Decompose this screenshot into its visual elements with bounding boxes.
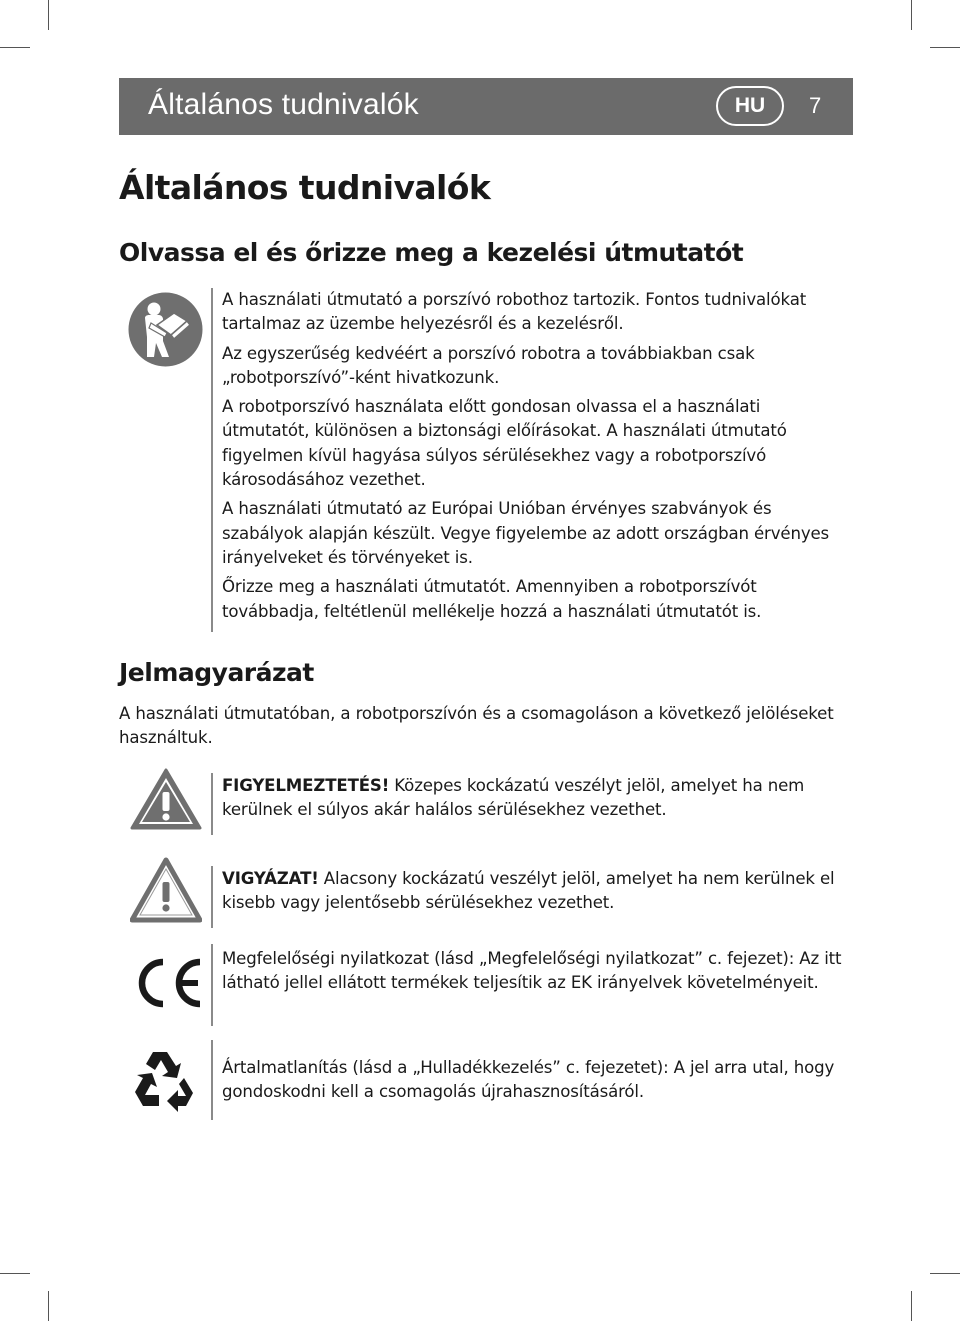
paragraph: A robotporszívó használata előtt gondosan olvassa el a használati útmutatót, különösen a biztonsági előírásokat. A használati útmutató figyelmen kívül hagyása súlyos sérülésekhez vagy a robotporszívó károsodásához vezethet. (222, 397, 787, 490)
ce-mark-icon (130, 956, 204, 1010)
ce-text: Megfelelőségi nyilatkozat (lásd „Megfelelőségi nyilatkozat” c. fejezet): Az itt látható jellel ellátott termékek teljesítik az EK irányelvek követelményeit. (222, 949, 842, 993)
paragraph: Őrizze meg a használati útmutatót. Amennyiben a robotporszívót továbbadja, feltétlenül mellékelje hozzá a használati útmutatót is. (222, 577, 762, 621)
text-rule (211, 1040, 213, 1120)
text-rule (211, 773, 213, 835)
section-heading-legend: Jelmagyarázat (119, 658, 314, 687)
crop-mark (0, 1273, 30, 1274)
legend-item-recycling (222, 1056, 842, 1110)
warning-triangle-icon (130, 767, 202, 831)
paragraph: A használati útmutató a porszívó robothoz tartozik. Fontos tudnivalókat tartalmaz az üzembe helyezésről és a kezelésről. (222, 290, 807, 334)
text-rule (211, 288, 213, 632)
crop-mark (48, 0, 49, 30)
warning-text: Közepes kockázatú veszélyt jelöl, amelyet ha nem kerülnek el súlyos akár halálos sérülésekhez vezethet. (222, 776, 805, 820)
section-heading-read-manual: Olvassa el és őrizze meg a kezelési útmutatót (119, 238, 744, 267)
legend-item-caution (222, 867, 842, 921)
section1-body (222, 288, 842, 629)
legend-item-warning (222, 774, 842, 828)
text-rule (211, 944, 213, 1026)
caution-triangle-icon (130, 857, 202, 923)
crop-mark (911, 1291, 912, 1321)
recycling-icon (131, 1048, 197, 1112)
language-badge: HU (716, 86, 784, 126)
page-title: Általános tudnivalók (119, 168, 491, 207)
crop-mark (0, 47, 30, 48)
legend-intro: A használati útmutatóban, a robotporszívón és a csomagoláson a következő jelöléseket használtuk. (119, 704, 834, 748)
running-header (119, 78, 853, 135)
caution-text: Alacsony kockázatú veszélyt jelöl, amelyet ha nem kerülnek el kisebb vagy jelentősebb sérülésekhez vezethet. (222, 869, 835, 913)
caution-label: VIGYÁZAT! (222, 869, 319, 888)
crop-mark (911, 0, 912, 30)
legend-item-ce (222, 947, 842, 1001)
recycling-text: Ártalmatlanítás (lásd a „Hulladékkezelés” c. fejezetet): A jel arra utal, hogy gondoskodni kell a csomagolás újrahasznosításáról. (222, 1058, 835, 1102)
read-manual-icon (127, 291, 204, 368)
crop-mark (930, 1273, 960, 1274)
page-number: 7 (809, 93, 822, 118)
paragraph: Az egyszerűség kedvéért a porszívó robotra a továbbiakban csak „robotporszívó”-ként hivatkozunk. (222, 343, 755, 387)
text-rule (211, 866, 213, 928)
paragraph: A használati útmutató az Európai Unióban érvényes szabványok és szabályok alapján készült. Vegye figyelembe az adott országban érvényes irányelveket és törvényeket is. (222, 499, 830, 567)
crop-mark (48, 1291, 49, 1321)
header-title: Általános tudnivalók (148, 88, 419, 121)
crop-mark (930, 47, 960, 48)
warning-label: FIGYELMEZTETÉS! (222, 776, 390, 795)
